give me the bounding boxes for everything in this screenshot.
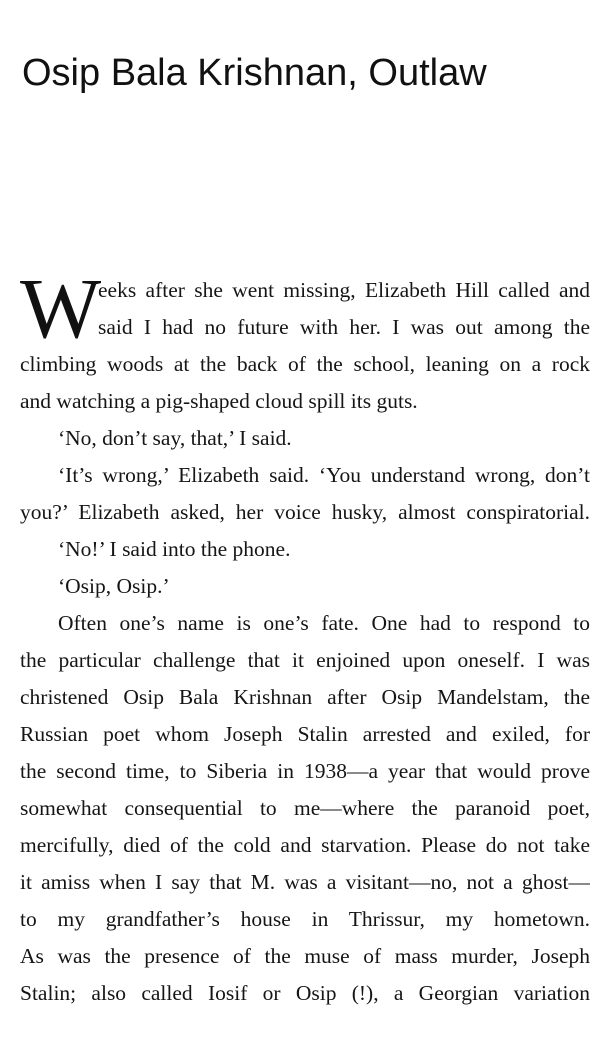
text-line: climbing woods at the back of the school, leaning on a rock	[20, 352, 590, 376]
text-line: eeks after she went missing, Elizabeth Hill called and	[98, 278, 590, 302]
text-line: it amiss when I say that M. was a visitant—no, not a ghost—	[20, 870, 590, 894]
text-line: ‘No, don’t say, that,’ I said.	[58, 426, 292, 450]
text-line: christened Osip Bala Krishnan after Osip Mandelstam, the	[20, 685, 590, 709]
chapter-title: Osip Bala Krishnan, Outlaw	[22, 52, 487, 94]
text-line: somewhat consequential to me—where the paranoid poet,	[20, 796, 590, 820]
text-line: ‘Osip, Osip.’	[58, 574, 170, 598]
text-line: and watching a pig-shaped cloud spill its guts.	[20, 389, 418, 413]
text-line: to my grandfather’s house in Thrissur, my hometown.	[20, 907, 590, 931]
text-line: the second time, to Siberia in 1938—a year that would prove	[20, 759, 590, 783]
drop-cap: W	[20, 260, 102, 356]
text-line: ‘No!’ I said into the phone.	[58, 537, 291, 561]
text-line: said I had no future with her. I was out among the	[98, 315, 590, 339]
text-line: mercifully, died of the cold and starvation. Please do not take	[20, 833, 590, 857]
text-line: ‘It’s wrong,’ Elizabeth said. ‘You understand wrong, don’t	[58, 463, 590, 487]
text-line: the particular challenge that it enjoined upon oneself. I was	[20, 648, 590, 672]
text-line: Stalin; also called Iosif or Osip (!), a Georgian variation	[20, 981, 590, 1005]
text-line: As was the presence of the muse of mass murder, Joseph	[20, 944, 590, 968]
text-line: Often one’s name is one’s fate. One had to respond to	[58, 611, 590, 635]
text-line: Russian poet whom Joseph Stalin arrested and exiled, for	[20, 722, 590, 746]
text-line: you?’ Elizabeth asked, her voice husky, almost conspiratorial.	[20, 500, 590, 524]
